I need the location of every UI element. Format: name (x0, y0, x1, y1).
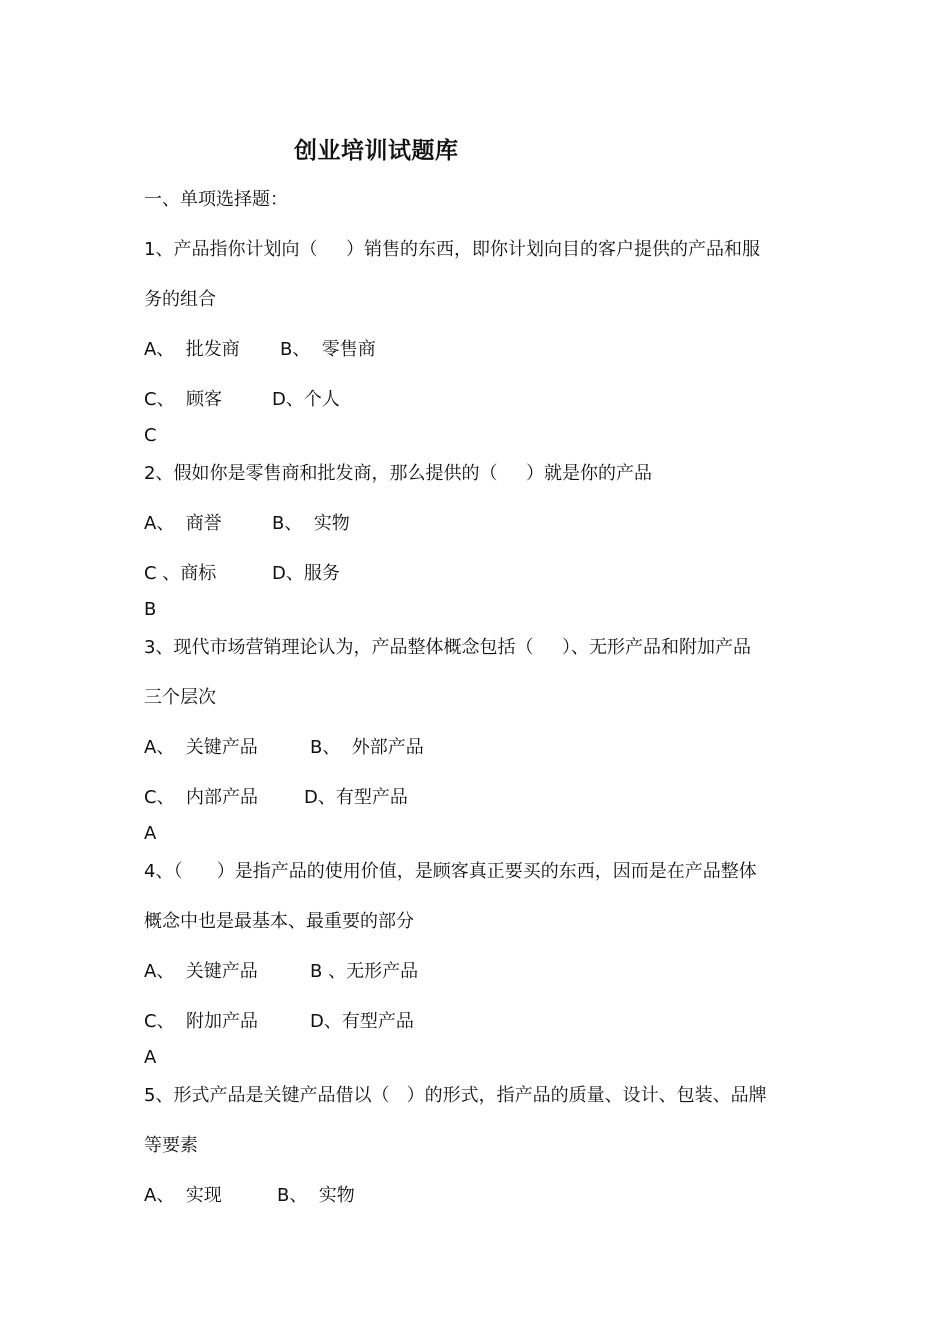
question-4-option-c: C、 附加产品 (144, 1011, 259, 1032)
question-1-option-b: B、 零售商 (280, 339, 376, 360)
question-3-option-b: B、 外部产品 (310, 737, 424, 758)
question-1-option-d: D、个人 (272, 389, 340, 410)
question-4-stem-line2: 概念中也是最基本、最重要的部分 (144, 911, 414, 932)
question-2-option-b: B、 实物 (272, 513, 350, 534)
question-3-stem-line2: 三个层次 (144, 687, 216, 708)
question-2-stem-line1: 2、假如你是零售商和批发商，那么提供的（ ）就是你的产品 (144, 463, 653, 484)
question-1-answer: C (144, 425, 157, 446)
question-2-option-c: C 、商标 (144, 563, 217, 584)
question-1-option-a: A、 批发商 (144, 339, 240, 360)
question-2-option-a: A、 商誉 (144, 513, 222, 534)
question-4-option-d: D、有型产品 (310, 1011, 414, 1032)
question-1-stem-line1: 1、产品指你计划向（ ）销售的东西，即你计划向目的客户提供的产品和服 (144, 239, 761, 260)
question-3-option-a: A、 关键产品 (144, 737, 258, 758)
question-2-option-d: D、服务 (272, 563, 340, 584)
question-3-option-c: C、 内部产品 (144, 787, 259, 808)
question-1-option-c: C、 顾客 (144, 389, 223, 410)
question-3-option-d: D、有型产品 (304, 787, 408, 808)
question-1-stem-line2: 务的组合 (144, 289, 216, 310)
question-4-option-a: A、 关键产品 (144, 961, 258, 982)
question-4-stem-line1: 4、（ ）是指产品的使用价值，是顾客真正要买的东西，因而是在产品整体 (144, 861, 757, 882)
question-5-option-b: B、 实物 (277, 1185, 355, 1206)
question-4-option-b: B 、无形产品 (310, 961, 419, 982)
question-5-stem-line1: 5、形式产品是关键产品借以（ ）的形式，指产品的质量、设计、包装、品牌 (144, 1085, 767, 1106)
question-2-answer: B (144, 599, 157, 620)
question-3-answer: A (144, 823, 157, 844)
question-5-option-a: A、 实现 (144, 1185, 222, 1206)
section-heading: 一、单项选择题： (144, 189, 288, 210)
question-5-stem-line2: 等要素 (144, 1135, 198, 1156)
question-3-stem-line1: 3、现代市场营销理论认为，产品整体概念包括（ ）、无形产品和附加产品 (144, 637, 752, 658)
document-title: 创业培训试题库 (294, 138, 459, 164)
question-4-answer: A (144, 1047, 157, 1068)
